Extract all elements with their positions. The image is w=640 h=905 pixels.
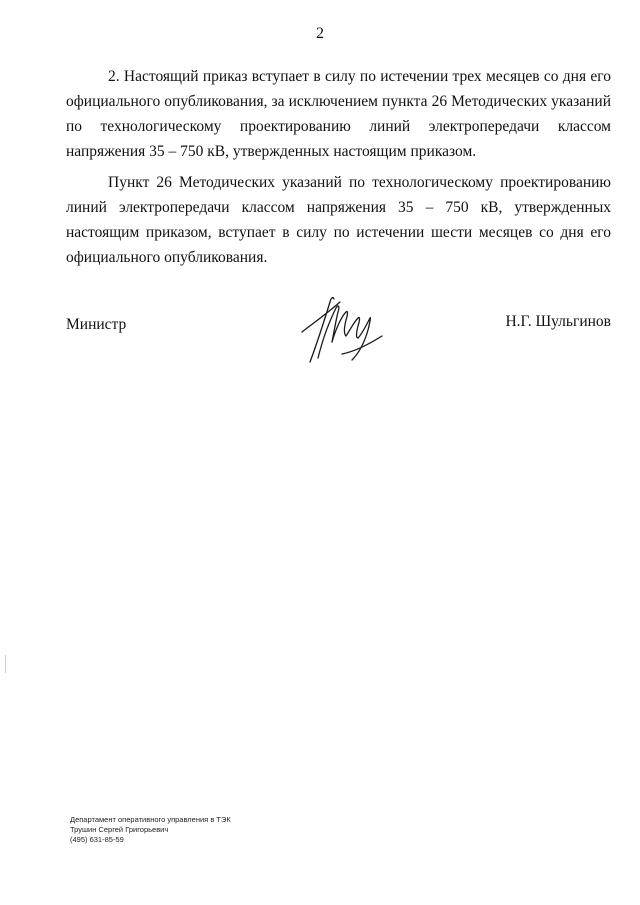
document-body <box>66 64 611 276</box>
paragraph-point-26: Пункт 26 Методических указаний по технологическому проектированию линий электропередачи классом напряжения 35 – 750 кВ, утвержденных настоящим приказом, вступает в силу по истечении шести месяцев со дня его официального опубликования. <box>66 174 611 266</box>
page-number: 2 <box>316 25 324 42</box>
executor-info <box>70 815 231 845</box>
scan-artifact <box>5 655 6 673</box>
executor-department: Департамент оперативного управления в ТЭК <box>70 815 231 824</box>
signer-position: Министр <box>66 316 127 333</box>
signature-block <box>66 310 611 370</box>
handwritten-signature-icon <box>290 288 386 370</box>
signer-name: Н.Г. Шульгинов <box>505 313 611 330</box>
executor-name: Трушин Сергей Григорьевич <box>70 825 169 834</box>
executor-phone: (495) 631-85-59 <box>70 835 124 844</box>
paragraph-entry-into-force: 2. Настоящий приказ вступает в силу по истечении трех месяцев со дня его официального опубликования, за исключением пункта 26 Методических указаний по технологическому проектированию линий электропередачи классом напряжения 35 – 750 кВ, утвержденных настоящим приказом. <box>66 68 611 160</box>
